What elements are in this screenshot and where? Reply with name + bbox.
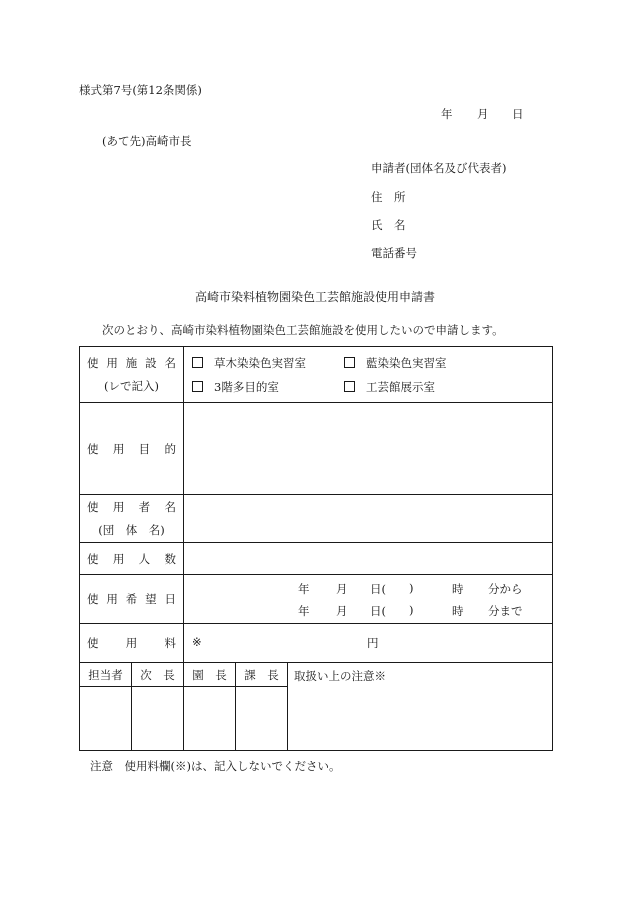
row-facility [80, 347, 553, 403]
label-char: 望 [145, 592, 157, 606]
date-to-day: 日( [370, 604, 386, 618]
row-count [80, 543, 553, 575]
label-char: 用 [125, 636, 138, 650]
label-char: 使 [87, 551, 99, 566]
date-day-label: 日 [512, 107, 524, 121]
purpose-label [80, 403, 184, 495]
date-to-minute: 分まで [488, 604, 523, 618]
label-char: 人 [138, 551, 151, 566]
form-title: 高崎市染料植物園染色工芸館施設使用申請書 [195, 290, 436, 304]
label-char: 用 [106, 356, 118, 370]
date-field[interactable] [184, 575, 553, 624]
fee-field [184, 624, 553, 663]
label-char: 使 [87, 441, 99, 456]
label-char: 数 [164, 551, 176, 566]
applicant-address-label: 住 所 [371, 190, 406, 204]
date-label [80, 575, 184, 624]
option-aizome[interactable] [344, 355, 552, 371]
checkbox[interactable] [344, 381, 355, 392]
label-char: 使 [87, 356, 99, 370]
facility-label [80, 347, 184, 403]
option-3f-room[interactable] [192, 379, 344, 395]
row-user [80, 495, 553, 543]
user-label [80, 495, 184, 543]
date-from-month: 月 [336, 582, 348, 596]
option-label: 工芸館展示室 [366, 379, 435, 394]
row-fee [80, 624, 553, 663]
label-char: 名 [164, 500, 176, 514]
label-char: 希 [125, 592, 138, 606]
label-char: 用 [112, 551, 125, 566]
label-char: 使 [87, 592, 99, 606]
label-char: 的 [164, 441, 176, 456]
staff-jicho: 次 長 [132, 663, 184, 687]
option-kusakizome[interactable] [192, 355, 344, 371]
intro-text: 次のとおり、高崎市染料植物園染色工芸館施設を使用したいので申請します。 [102, 323, 504, 337]
option-label: 3階多目的室 [214, 379, 279, 394]
label-char: 名 [164, 356, 176, 370]
label-char: 使 [87, 636, 99, 650]
label-char: 施 [125, 356, 138, 370]
label-char: 目 [138, 441, 151, 456]
option-label: 草木染染色実習室 [214, 355, 306, 370]
stamp-encho [184, 687, 236, 751]
applicant-heading: 申請者(団体名及び代表者) [371, 161, 507, 175]
row-staff-header [80, 663, 553, 687]
label-char: 者 [138, 500, 151, 514]
date-to-month: 月 [336, 604, 348, 618]
count-field[interactable] [184, 543, 553, 575]
fee-label [80, 624, 184, 663]
date-from-hour: 時 [452, 582, 464, 596]
stamp-kacho [236, 687, 288, 751]
facility-options [184, 347, 553, 403]
checkbox[interactable] [192, 357, 203, 368]
date-from-minute: 分から [488, 582, 523, 596]
checkbox[interactable] [192, 381, 203, 392]
footnote: 注意 使用料欄(※)は、記入しないでください。 [90, 759, 341, 773]
date-from-weekday-close: ) [409, 581, 414, 595]
staff-tanto: 担当者 [80, 663, 132, 687]
date-to-weekday-close: ) [409, 603, 414, 617]
label-char: 用 [106, 592, 118, 606]
user-sublabel: (団 体 名) [98, 523, 165, 537]
date-to-year: 年 [298, 604, 310, 618]
staff-kacho: 課 長 [236, 663, 288, 687]
date-from-day: 日( [370, 582, 386, 596]
count-label [80, 543, 184, 575]
date-year-label: 年 [441, 107, 453, 121]
row-date [80, 575, 553, 624]
option-label: 藍染染色実習室 [366, 355, 447, 370]
label-char: 料 [164, 636, 176, 650]
label-char: 用 [112, 500, 125, 514]
purpose-field[interactable] [184, 403, 553, 495]
addressee: (あて先)高崎市長 [102, 134, 192, 148]
label-char: 使 [87, 500, 99, 514]
label-char: 設 [145, 356, 157, 370]
handling-notes-label: 取扱い上の注意※ [294, 669, 386, 683]
fee-unit: 円 [367, 636, 379, 650]
stamp-jicho [132, 687, 184, 751]
label-char: 用 [112, 441, 125, 456]
applicant-phone-label: 電話番号 [371, 246, 417, 260]
staff-encho: 園 長 [184, 663, 236, 687]
form-number: 様式第7号(第12条関係) [79, 83, 202, 97]
applicant-name-label: 氏 名 [371, 218, 406, 232]
user-field[interactable] [184, 495, 553, 543]
date-from-year: 年 [298, 582, 310, 596]
date-to-hour: 時 [452, 604, 464, 618]
row-purpose [80, 403, 553, 495]
stamp-tanto [80, 687, 132, 751]
option-exhibit-room[interactable] [344, 379, 552, 395]
date-month-label: 月 [477, 107, 489, 121]
checkbox[interactable] [344, 357, 355, 368]
label-char: 日 [164, 592, 176, 606]
fee-mark: ※ [192, 635, 202, 649]
handling-notes [288, 663, 553, 751]
facility-sublabel: (レで記入) [104, 379, 159, 393]
application-table [79, 346, 553, 751]
